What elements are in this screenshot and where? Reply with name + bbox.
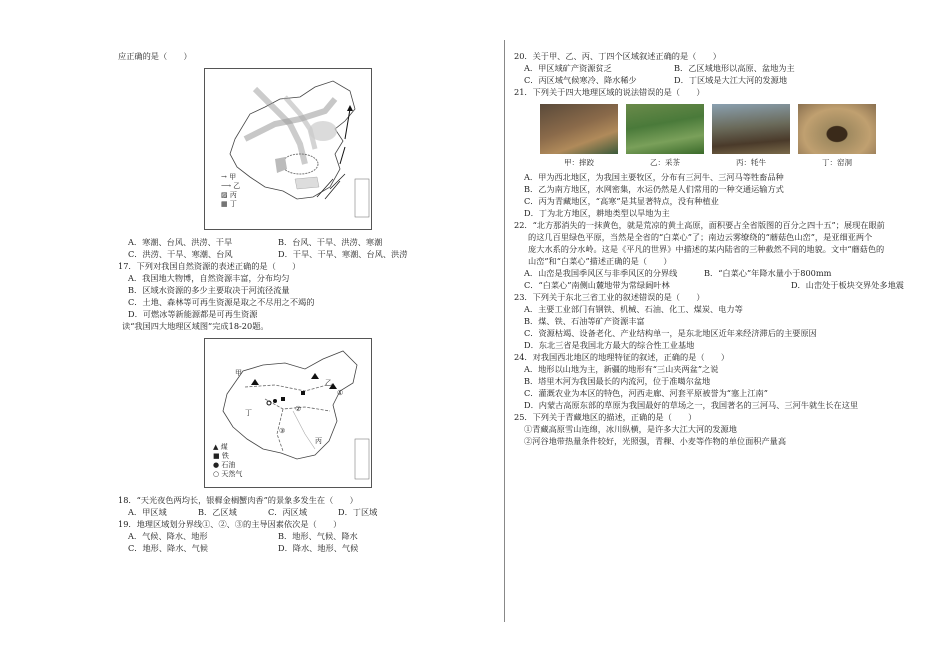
legend-item: ▲ 煤: [213, 443, 228, 451]
q20-options-row2: [514, 74, 904, 86]
option[interactable]: D．内蒙古高原东部的草原为我国最好的草场之一，我国著名的三河马、三河牛就生长在这里: [524, 400, 859, 410]
option[interactable]: C．丙为青藏地区，“高寒”是其显著特点，没有种植业: [524, 196, 719, 206]
legend-item: ▦ 丁: [221, 200, 237, 208]
legend-item: ○ 天然气: [213, 470, 243, 478]
option[interactable]: D．丁区域: [338, 507, 378, 517]
option[interactable]: C．丙区域: [268, 507, 308, 517]
option[interactable]: D．丁区域是大江大河的发源地: [674, 75, 788, 85]
option[interactable]: A．我国地大物博，自然资源丰富，分布均匀: [128, 273, 290, 283]
option[interactable]: B．“白菜心”年降水量小于800mm: [704, 268, 832, 278]
q18-options: [118, 506, 488, 518]
option[interactable]: C．洪涝、干旱、寒潮、台风: [128, 249, 233, 259]
photo-cave: [798, 104, 876, 169]
option[interactable]: D．降水、地形、气候: [278, 543, 359, 553]
q23-stem: 23．下列关于东北三省工业的叙述错误的是（ ）: [514, 292, 705, 302]
q19-stem: 19．地理区域划分界线①、②、③的主导因素依次是（ ）: [118, 519, 342, 529]
wrestling-image: [540, 104, 618, 154]
left-column: [118, 50, 488, 554]
option[interactable]: A．甲区域矿产资源贫乏: [524, 63, 612, 73]
option[interactable]: A．气候、降水、地形: [128, 531, 208, 541]
option[interactable]: A．主要工业部门有钢铁、机械、石油、化工、煤炭、电力等: [524, 304, 743, 314]
option[interactable]: D．东北三省是我国北方最大的综合性工业基地: [524, 340, 695, 350]
q16-tail: 应正确的是（ ）: [118, 51, 192, 61]
map2-label-jia: 甲: [235, 369, 242, 377]
map2-label-bing: 丙: [315, 437, 322, 445]
photo-caption: 甲：摔跤: [564, 158, 594, 167]
legend-item: ▨ 丙: [221, 191, 237, 199]
q22-stem-line3: 庞大水系的分水岭。这是《平凡的世界》中描述的某内陆省的三种截然不同的地貌。文中“蘑菇色的: [528, 244, 885, 254]
photo-caption: 乙：采茶: [650, 158, 680, 167]
photo-yak: [712, 104, 790, 169]
q19-options-row1: [118, 530, 488, 542]
option[interactable]: B．塔里木河为我国最长的内流河，位于准噶尔盆地: [524, 376, 711, 386]
option[interactable]: B．乙区域: [198, 507, 237, 517]
option[interactable]: A．甲为西北地区，为我国主要牧区，分布有三河牛、三河马等牲畜品种: [524, 172, 784, 182]
statement: ②河谷地带热量条件较好，光照强，青稞、小麦等作物的单位面积产量高: [524, 436, 787, 446]
option[interactable]: C．资源枯竭、设备老化、产业结构单一，是东北地区近年来经济滞后的主要原因: [524, 328, 817, 338]
map2-label-ding: 丁: [245, 409, 252, 417]
map-four-regions: [204, 338, 372, 488]
option[interactable]: B．乙为南方地区，水网密集，水运仍然是人们常用的一种交通运输方式: [524, 184, 784, 194]
map-disasters: [204, 68, 372, 230]
option[interactable]: C．丙区域气候寒冷、降水稀少: [524, 75, 637, 85]
q22-stem-line4: 山峦”和“白菜心”描述正确的是（ ）: [528, 256, 672, 266]
q22-options-row1: [514, 267, 904, 279]
photo-caption: 丙：牦牛: [736, 158, 766, 167]
option[interactable]: B．地形、气候、降水: [278, 531, 358, 541]
legend-item: ■ 铁: [213, 452, 229, 460]
q20-stem: 20．关于甲、乙、丙、丁四个区域叙述正确的是（ ）: [514, 51, 721, 61]
q22-stem-line2: 的这几百里绿色平原，当然是全省的“白菜心”了；南边云雾缭绕的“蘑菇色山峦”，是亚细亚两个: [528, 232, 873, 242]
q22-options-row2: [514, 279, 904, 291]
legend-item: ⟶ 乙: [221, 182, 241, 190]
yak-image: [712, 104, 790, 154]
map2-label-2: ②: [295, 405, 302, 413]
column-divider: [504, 40, 505, 622]
map1-legend: [221, 173, 240, 209]
statement: ①青藏高原雪山连绵，冰川纵横，是许多大江大河的发源地: [524, 424, 737, 434]
map2-legend: [213, 443, 242, 479]
option[interactable]: D．可燃冰等新能源都是可再生资源: [128, 309, 258, 319]
option[interactable]: B．乙区域地形以高原、盆地为主: [674, 63, 795, 73]
option[interactable]: D．丁为北方地区，耕地类型以旱地为主: [524, 208, 670, 218]
option[interactable]: C．“白菜心”南侧山麓地带为常绿阔叶林: [524, 280, 670, 290]
q19-options-row2: [118, 542, 488, 554]
q22-stem-line1: 22．“北方那消失的一抹黄色，就是荒凉的黄土高原，面积要占全省版图的百分之四十五”；展现在眼前: [514, 220, 885, 230]
option[interactable]: C．地形、降水、气候: [128, 543, 208, 553]
option[interactable]: C．灌溉农业为本区的特色，河西走廊、河套平原被誉为“塞上江南”: [524, 388, 768, 398]
tea-picking-image: [626, 104, 704, 154]
q20-options-row1: [514, 62, 904, 74]
option[interactable]: D．山峦处于板块交界处多地震: [790, 280, 904, 290]
right-column: [514, 50, 904, 447]
map2-label-3: ③: [279, 427, 286, 435]
option[interactable]: C．土地、森林等可再生资源是取之不尽用之不竭的: [128, 297, 315, 307]
option[interactable]: A．地形以山地为主，新疆的地形有“三山夹两盆”之说: [524, 364, 719, 374]
q18-stem: 18．“天光夜色两均长，银樨金榈蟹肉香”的景象多发生在（ ）: [118, 495, 358, 505]
photo-wrestling: [540, 104, 618, 169]
q24-stem: 24．对我国西北地区的地理特征的叙述，正确的是（ ）: [514, 352, 730, 362]
q17-stem: 17．下列对我国自然资源的表述正确的是（ ）: [118, 261, 301, 271]
q21-stem: 21．下列关于四大地理区域的说法错误的是（ ）: [514, 87, 705, 97]
cave-dwelling-image: [798, 104, 876, 154]
option[interactable]: B．台风、干旱、洪涝、寒潮: [278, 237, 383, 247]
q25-stem: 25．下列关于青藏地区的描述，正确的是（ ）: [514, 412, 697, 422]
legend-item: ● 石油: [213, 461, 236, 469]
option[interactable]: A．甲区域: [128, 507, 167, 517]
option[interactable]: B．区域水资源的多少主要取决于河流径流量: [128, 285, 290, 295]
option[interactable]: A．山峦是我国季风区与非季风区的分界线: [524, 268, 678, 278]
intro-18-20: 读“我国四大地理区域图”完成18-20题。: [122, 321, 269, 331]
photo-tea: [626, 104, 704, 169]
region-photos: [540, 104, 904, 169]
map2-label-yi: 乙: [325, 379, 332, 387]
q16-options-row2: [118, 248, 488, 260]
option[interactable]: D．干旱、干旱、寒潮、台风、洪涝: [278, 249, 408, 259]
q16-options-row1: [118, 236, 488, 248]
photo-caption: 丁：窑洞: [822, 158, 852, 167]
legend-item: → 甲: [221, 173, 237, 181]
option[interactable]: B．煤、铁、石油等矿产资源丰富: [524, 316, 645, 326]
map2-label-1: ①: [337, 389, 344, 397]
option[interactable]: A．寒潮、台风、洪涝、干旱: [128, 237, 233, 247]
